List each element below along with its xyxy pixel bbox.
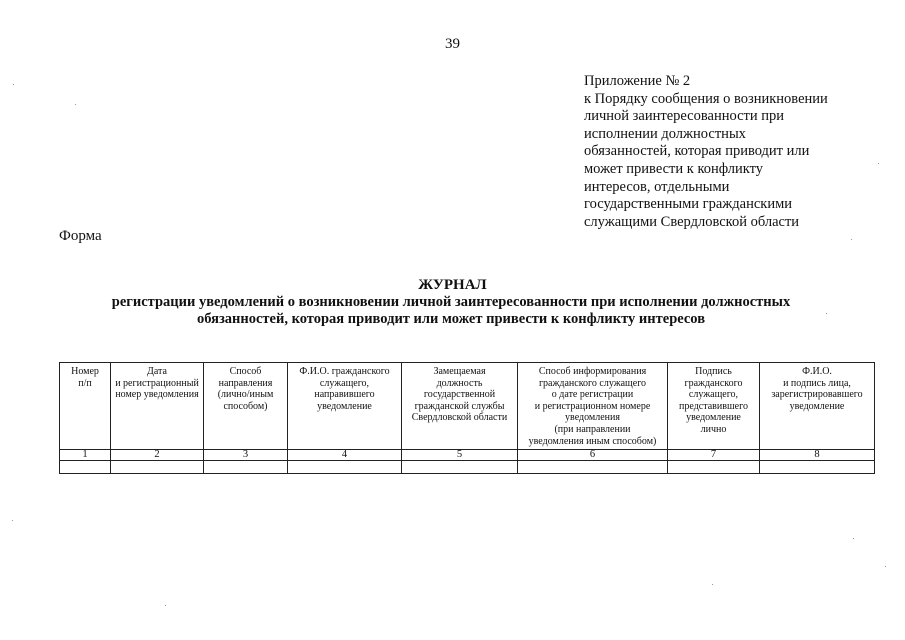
scan-speck	[826, 313, 827, 314]
table-cell	[111, 461, 204, 474]
scan-speck	[878, 163, 879, 164]
scan-speck	[712, 584, 713, 585]
column-number: 5	[402, 450, 518, 461]
col-header-method: Способ направления (лично/иным способом)	[204, 363, 288, 450]
appendix-line: государственными гражданскими	[584, 196, 793, 213]
table-cell	[288, 461, 402, 474]
appendix-line: Приложение № 2	[584, 73, 691, 89]
column-number: 8	[760, 450, 875, 461]
scan-speck	[13, 84, 14, 85]
scan-speck	[75, 104, 76, 105]
scan-speck	[851, 239, 852, 240]
scan-speck	[885, 566, 886, 567]
table-cell	[402, 461, 518, 474]
form-label: Форма	[59, 228, 102, 244]
appendix-line: обязанностей, которая приводит или	[584, 143, 810, 160]
appendix-line: интересов, отдельными	[584, 178, 730, 195]
scan-speck	[12, 520, 13, 521]
scan-speck	[165, 605, 166, 606]
col-header-number: Номер п/п	[60, 363, 111, 450]
column-number: 4	[288, 450, 402, 461]
appendix-line: служащими Свердловской области	[584, 213, 800, 230]
column-number: 7	[668, 450, 760, 461]
table-row-empty	[60, 461, 875, 474]
col-header-signature: Подпись гражданского служащего, представившего уведомление лично	[668, 363, 760, 450]
column-number: 6	[518, 450, 668, 461]
journal-subtitle-line: обязанностей, которая приводит или может привести к конфликту интересов	[196, 311, 706, 327]
appendix-line: к Порядку сообщения о возникновении	[584, 90, 828, 107]
journal-subtitle-line: регистрации уведомлений о возникновении личной заинтересованности при исполнении должностных	[111, 294, 791, 310]
journal-subtitle	[90, 294, 812, 328]
col-header-inform-method: Способ информирования гражданского служащего о дате регистрации и регистрационном номере уведомления (при направлении уведомления иным способом)	[518, 363, 668, 450]
column-number: 2	[111, 450, 204, 461]
col-header-position: Замещаемая должность государственной гражданской службы Свердловской области	[402, 363, 518, 450]
page-number: 39	[445, 36, 460, 52]
journal-title: ЖУРНАЛ	[418, 277, 487, 293]
table-cell	[204, 461, 288, 474]
appendix-line: может привести к конфликту	[584, 160, 764, 177]
table-cell	[60, 461, 111, 474]
table-header-row	[60, 363, 875, 450]
col-header-registrar: Ф.И.О. и подпись лица, зарегистрировавшего уведомление	[760, 363, 875, 450]
column-number-row	[60, 450, 875, 461]
scan-speck	[853, 538, 854, 539]
table-cell	[668, 461, 760, 474]
appendix-line: исполнении должностных	[584, 125, 746, 142]
column-number: 1	[60, 450, 111, 461]
table-cell	[760, 461, 875, 474]
appendix-block	[584, 73, 864, 231]
col-header-servant-name: Ф.И.О. гражданского служащего, направившего уведомление	[288, 363, 402, 450]
column-number: 3	[204, 450, 288, 461]
appendix-line: личной заинтересованности при	[584, 108, 785, 125]
col-header-date: Дата и регистрационный номер уведомления	[111, 363, 204, 450]
journal-table	[59, 362, 875, 474]
table-cell	[518, 461, 668, 474]
